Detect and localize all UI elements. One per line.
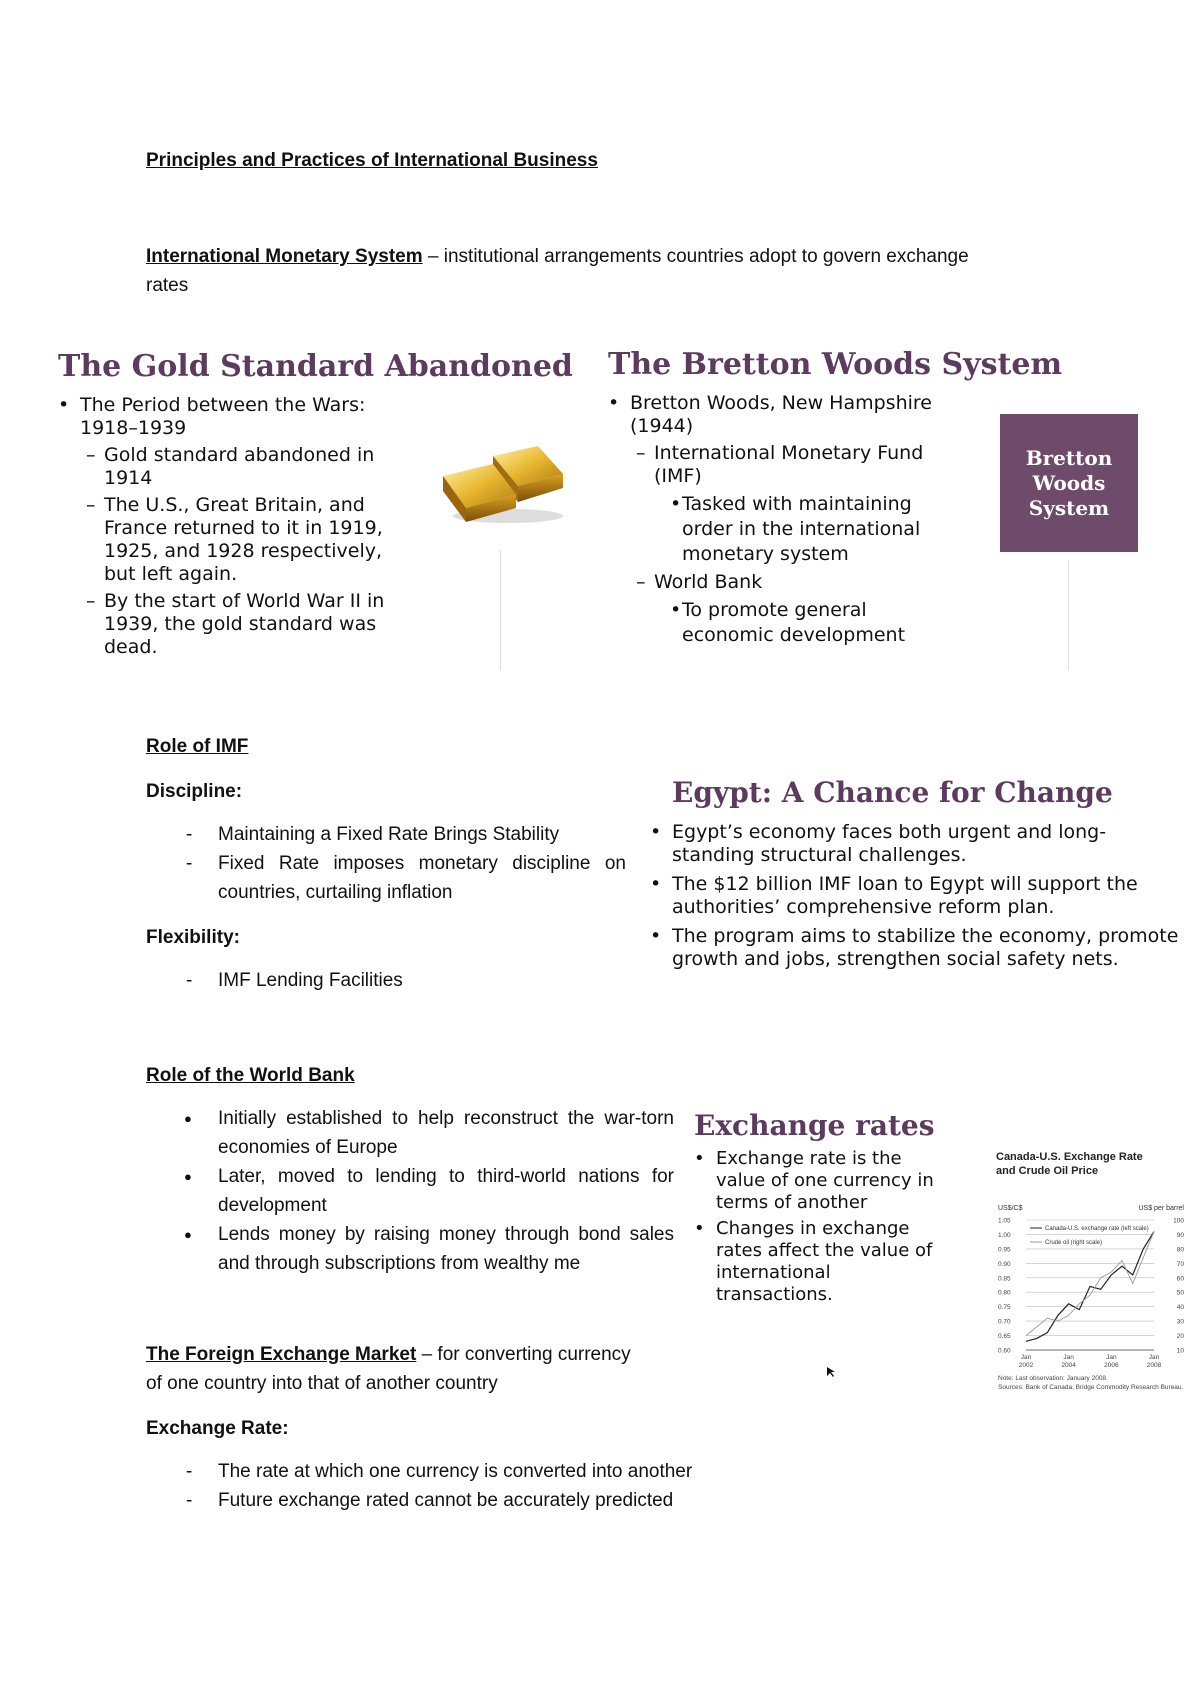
y-tick-right: 40 — [1176, 1304, 1184, 1312]
slide-bretton-woods — [608, 346, 1063, 648]
x-tick-month: Jan — [1063, 1354, 1074, 1361]
imf-role-heading: Role of IMF — [146, 736, 249, 757]
x-tick-year: 2002 — [1018, 1362, 1034, 1369]
document-title: Principles and Practices of International Business — [146, 150, 598, 171]
y-tick-left: 0.90 — [998, 1260, 1011, 1268]
ims-term: International Monetary System — [146, 246, 423, 267]
x-tick-year: 2006 — [1104, 1362, 1119, 1369]
bretton-box-line2: Woods — [1032, 470, 1106, 495]
fx-def-line2: of one country into that of another country — [146, 1373, 498, 1394]
series-line-1 — [1026, 1232, 1154, 1336]
y-tick-right: 100 — [1173, 1217, 1184, 1225]
exchange-rate-heading: Exchange Rate: — [146, 1418, 289, 1439]
y-tick-left: 0.65 — [998, 1333, 1011, 1341]
y-tick-right: 20 — [1176, 1333, 1184, 1341]
slide-egypt-item: • Egypt’s economy faces both urgent and long-standing structural challenges. — [650, 821, 1185, 867]
y-tick-left: 0.75 — [998, 1304, 1011, 1312]
world-bank-section — [146, 1061, 674, 1278]
list-item: - Future exchange rated cannot be accurately predicted — [146, 1486, 786, 1515]
y-tick-left: 1.00 — [998, 1231, 1011, 1239]
slide-gold-sub-item: – Gold standard abandoned in 1914 — [58, 444, 398, 490]
chart-title: Canada-U.S. Exchange Rate and Crude Oil Price — [996, 1151, 1143, 1177]
y-tick-right: 80 — [1176, 1246, 1184, 1254]
y-axis-left-label: US$/C$ — [998, 1205, 1023, 1212]
y-tick-left: 0.95 — [998, 1246, 1011, 1254]
y-tick-right: 90 — [1176, 1231, 1184, 1239]
slide-bretton-heading: The Bretton Woods System — [608, 347, 1063, 382]
slide-egypt-heading: Egypt: A Chance for Change — [672, 776, 1113, 809]
y-tick-right: 60 — [1176, 1275, 1184, 1283]
gold-bars-image — [438, 436, 568, 526]
slide-gold-sub-item: – By the start of World War II in 1939, the gold standard was dead. — [58, 590, 398, 659]
slide-rates-item: • Exchange rate is the value of one currency in terms of another — [694, 1148, 934, 1214]
exchange-rate-chart — [996, 1150, 1186, 1420]
slide-divider — [500, 550, 501, 670]
slide-bretton-imf-task: • Tasked with maintaining order in the international monetary system — [608, 492, 958, 567]
chart-note: Note: Last observation: January 2008. — [998, 1375, 1108, 1382]
list-item: - Fixed Rate imposes monetary discipline on countries, curtailing inflation — [146, 849, 626, 907]
slide-bretton-wb-task: • To promote general economic development — [608, 598, 958, 648]
y-tick-left: 0.70 — [998, 1318, 1011, 1326]
slide-bretton-imf: – International Monetary Fund (IMF) — [608, 442, 958, 488]
x-tick-month: Jan — [1106, 1354, 1117, 1361]
slide-bretton-bullet-line2: (1944) — [630, 415, 694, 437]
y-tick-right: 10 — [1176, 1347, 1184, 1355]
x-tick-year: 2008 — [1146, 1362, 1162, 1369]
ims-def-line1: – institutional arrangements countries adopt to govern exchange — [422, 246, 969, 267]
discipline-heading: Discipline: — [146, 781, 243, 802]
discipline-list — [146, 820, 626, 907]
slide-exchange-rates — [694, 1108, 944, 1308]
slide-gold-heading: The Gold Standard Abandoned — [58, 349, 573, 384]
slide-gold-bullet-line1: The Period between the Wars: — [80, 394, 366, 416]
slide-rates-list — [694, 1148, 934, 1306]
y-tick-left: 0.85 — [998, 1275, 1011, 1283]
bretton-woods-box — [1000, 414, 1138, 552]
y-tick-right: 70 — [1176, 1260, 1184, 1268]
slide-gold-list — [58, 394, 398, 659]
list-item: - The rate at which one currency is converted into another — [146, 1457, 786, 1486]
ims-def-line2: rates — [146, 275, 189, 296]
y-tick-left: 0.60 — [998, 1347, 1011, 1355]
y-tick-left: 0.80 — [998, 1289, 1011, 1297]
slide-bretton-bullet — [608, 392, 958, 438]
fx-def-line1: – for converting currency — [416, 1344, 631, 1365]
slide-bretton-list — [608, 392, 958, 648]
slide-gold-bullet-line2: 1918–1939 — [80, 417, 187, 439]
legend-label: Crude oil (right scale) — [1045, 1240, 1103, 1246]
slide-egypt-item: • The program aims to stabilize the economy, promote growth and jobs, strengthen social safety nets. — [650, 925, 1185, 971]
slide-divider — [1068, 560, 1069, 670]
bretton-box-line3: System — [1028, 495, 1110, 520]
slide-egypt-item: • The $12 billion IMF loan to Egypt will support the authorities’ comprehensive reform plan. — [650, 873, 1185, 919]
legend-label: Canada-U.S. exchange rate (left scale) — [1045, 1226, 1149, 1232]
fx-term: The Foreign Exchange Market — [146, 1344, 417, 1365]
slide-egypt-list — [650, 821, 1185, 971]
slide-rates-heading: Exchange rates — [694, 1109, 935, 1142]
flexibility-list — [146, 966, 626, 995]
list-item: - Maintaining a Fixed Rate Brings Stability — [146, 820, 626, 849]
world-bank-heading: Role of the World Bank — [146, 1065, 355, 1086]
imf-role-section — [146, 732, 626, 995]
bretton-box-line1: Bretton — [1025, 445, 1113, 470]
y-axis-right-label: US$ per barrel — [1138, 1205, 1184, 1212]
slide-gold-bullet — [58, 394, 398, 440]
world-bank-list — [146, 1104, 674, 1278]
slide-gold-sub-item: – The U.S., Great Britain, and France returned to it in 1919, 1925, and 1928 respectively, but left again. — [58, 494, 398, 586]
fx-definition — [146, 1340, 674, 1398]
y-tick-left: 1.05 — [998, 1217, 1011, 1225]
list-item: ● Lends money by raising money through bond sales and through subscriptions from wealthy me — [146, 1220, 674, 1278]
chart-plot — [996, 1202, 1186, 1414]
slide-egypt — [650, 775, 1190, 977]
list-item: - IMF Lending Facilities — [146, 966, 626, 995]
y-tick-right: 30 — [1176, 1318, 1184, 1326]
y-tick-right: 50 — [1176, 1289, 1184, 1297]
flexibility-heading: Flexibility: — [146, 927, 240, 948]
slide-bretton-wb: – World Bank — [608, 571, 958, 594]
slide-bretton-bullet-line1: Bretton Woods, New Hampshire — [630, 392, 932, 414]
series-line-0 — [1026, 1232, 1154, 1342]
list-item: ● Later, moved to lending to third-world nations for development — [146, 1162, 674, 1220]
exchange-rate-list — [146, 1457, 786, 1515]
x-tick-month: Jan — [1148, 1354, 1160, 1361]
x-tick-year: 2004 — [1061, 1362, 1076, 1369]
x-tick-month: Jan — [1020, 1354, 1032, 1361]
ims-definition — [146, 242, 1046, 300]
slide-rates-item: • Changes in exchange rates affect the value of international transactions. — [694, 1218, 934, 1306]
fx-section — [146, 1340, 693, 1515]
cursor-icon — [826, 1366, 836, 1378]
list-item: ● Initially established to help reconstruct the war-torn economies of Europe — [146, 1104, 674, 1162]
chart-source: Sources: Bank of Canada; Bridge Commodity Research Bureau. — [998, 1384, 1184, 1391]
